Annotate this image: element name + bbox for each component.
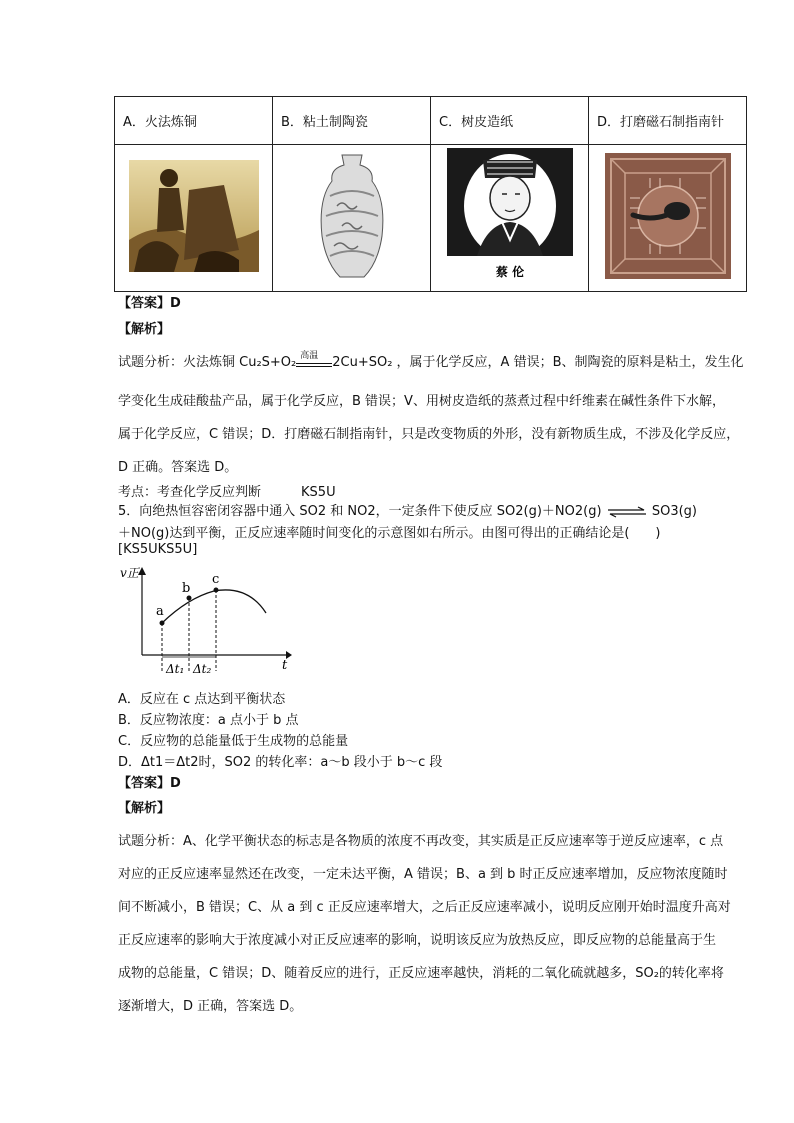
q5-analysis-line4: 正反应速率的影响大于浓度减小对正反应速率的影响，说明该反应为放热反应，即反应物的总能量高于生 [118, 933, 717, 948]
q5-stem-text1: 5．向绝热恒容密闭容器中通入 SO2 和 NO2，一定条件下使反应 SO2(g)＋NO2(g) [118, 504, 602, 519]
q4-analysis-line1 [118, 351, 744, 370]
q4-answer: 【答案】D [118, 296, 181, 311]
rate-time-graph [118, 563, 298, 683]
kaodian-tag: KS5U [301, 485, 336, 500]
q5-option-b: B．反应物浓度：a 点小于 b 点 [118, 713, 299, 728]
option-c-header: C．树皮造纸 [431, 97, 589, 145]
x-axis-label: t [282, 658, 288, 673]
q5-analysis-line6: 逐渐增大，D 正确，答案选 D。 [118, 999, 303, 1014]
option-b-image-cell [273, 145, 431, 292]
cai-lun-portrait-image [447, 148, 573, 284]
option-c-image-cell [431, 145, 589, 292]
q4-kaodian [118, 481, 336, 500]
q5-analysis-line5: 成物的总能量，C 错误；D、随着反应的进行，正反应速率越快，消耗的二氧化硫就越多，SO₂的转化率将 [118, 966, 724, 981]
interval-2-label: Δt₂ [193, 662, 212, 676]
q4-analysis-line3: 属于化学反应，C 错误；D．打磨磁石制指南针，只是改变物质的外形，没有新物质生成，不涉及化学反应， [118, 427, 740, 442]
q4-analysis-heading: 【解析】 [118, 322, 171, 337]
porcelain-vase-image [312, 151, 392, 281]
q5-stem-text1-end: SO3(g) [651, 504, 697, 519]
compass-sinan-image [605, 153, 731, 279]
q4-analysis-line2: 学变化生成硅酸盐产品，属于化学反应，B 错误；V、用树皮造纸的蒸煮过程中纤维素在碱性条件下水解， [118, 394, 725, 409]
q5-stem-line1 [118, 500, 697, 519]
q5-stem-tag: [KS5UKS5U] [118, 542, 198, 557]
q4-line1-prefix: 试题分析：火法炼铜 Cu₂S+O₂ [118, 355, 297, 370]
reaction-condition-label: 高温 [300, 350, 319, 361]
q5-option-c: C．反应物的总能量低于生成物的总能量 [118, 734, 349, 749]
q5-option-d: D．Δt1＝Δt2时，SO2 的转化率：a～b 段小于 b～c 段 [118, 755, 443, 770]
y-axis-arrow-icon [138, 567, 146, 575]
q5-option-a: A．反应在 c 点达到平衡状态 [118, 692, 286, 707]
label-c: c [212, 572, 220, 587]
copper-smelting-image [129, 160, 259, 272]
reversible-arrow-icon [606, 506, 648, 518]
q4-analysis-line4: D 正确。答案选 D。 [118, 460, 238, 475]
option-b-header: B．粘土制陶瓷 [273, 97, 431, 145]
interval-1-label: Δt₁ [166, 662, 185, 676]
q5-analysis-line3: 间不断减小，B 错误；C、从 a 到 c 正反应速率增大，之后正反应速率减小，说明反应刚开始时温度升高对 [118, 900, 731, 915]
options-table [114, 96, 747, 292]
rate-curve [162, 590, 266, 623]
label-a: a [156, 604, 164, 619]
option-a-header: A．火法炼铜 [115, 97, 273, 145]
kaodian-text: 考点：考查化学反应判断 [118, 485, 262, 500]
label-b: b [182, 581, 191, 596]
q5-answer: 【答案】D [118, 776, 181, 791]
q5-analysis-line2: 对应的正反应速率显然还在改变，一定未达平衡，A 错误；B、a 到 b 时正反应速率增加，反应物浓度随时 [118, 867, 728, 882]
option-a-image-cell [115, 145, 273, 292]
caption-cai-lun: 蔡 伦 [495, 265, 524, 279]
q5-stem-line2: ＋NO(g)达到平衡，正反应速率随时间变化的示意图如右所示。由图可得出的正确结论是( ) [118, 526, 661, 541]
option-d-image-cell [589, 145, 747, 292]
q5-analysis-heading: 【解析】 [118, 801, 171, 816]
y-axis-label: v正 [120, 566, 139, 580]
q4-line1-suffix: 2Cu+SO₂ ，属于化学反应，A 错误；B、制陶瓷的原料是粘土，发生化 [332, 355, 744, 370]
option-d-header: D．打磨磁石制指南针 [589, 97, 747, 145]
reaction-condition-arrow [296, 350, 332, 370]
q5-analysis-line1: 试题分析：A、化学平衡状态的标志是各物质的浓度不再改变，其实质是正反应速率等于逆反应速率，c 点 [118, 834, 724, 849]
